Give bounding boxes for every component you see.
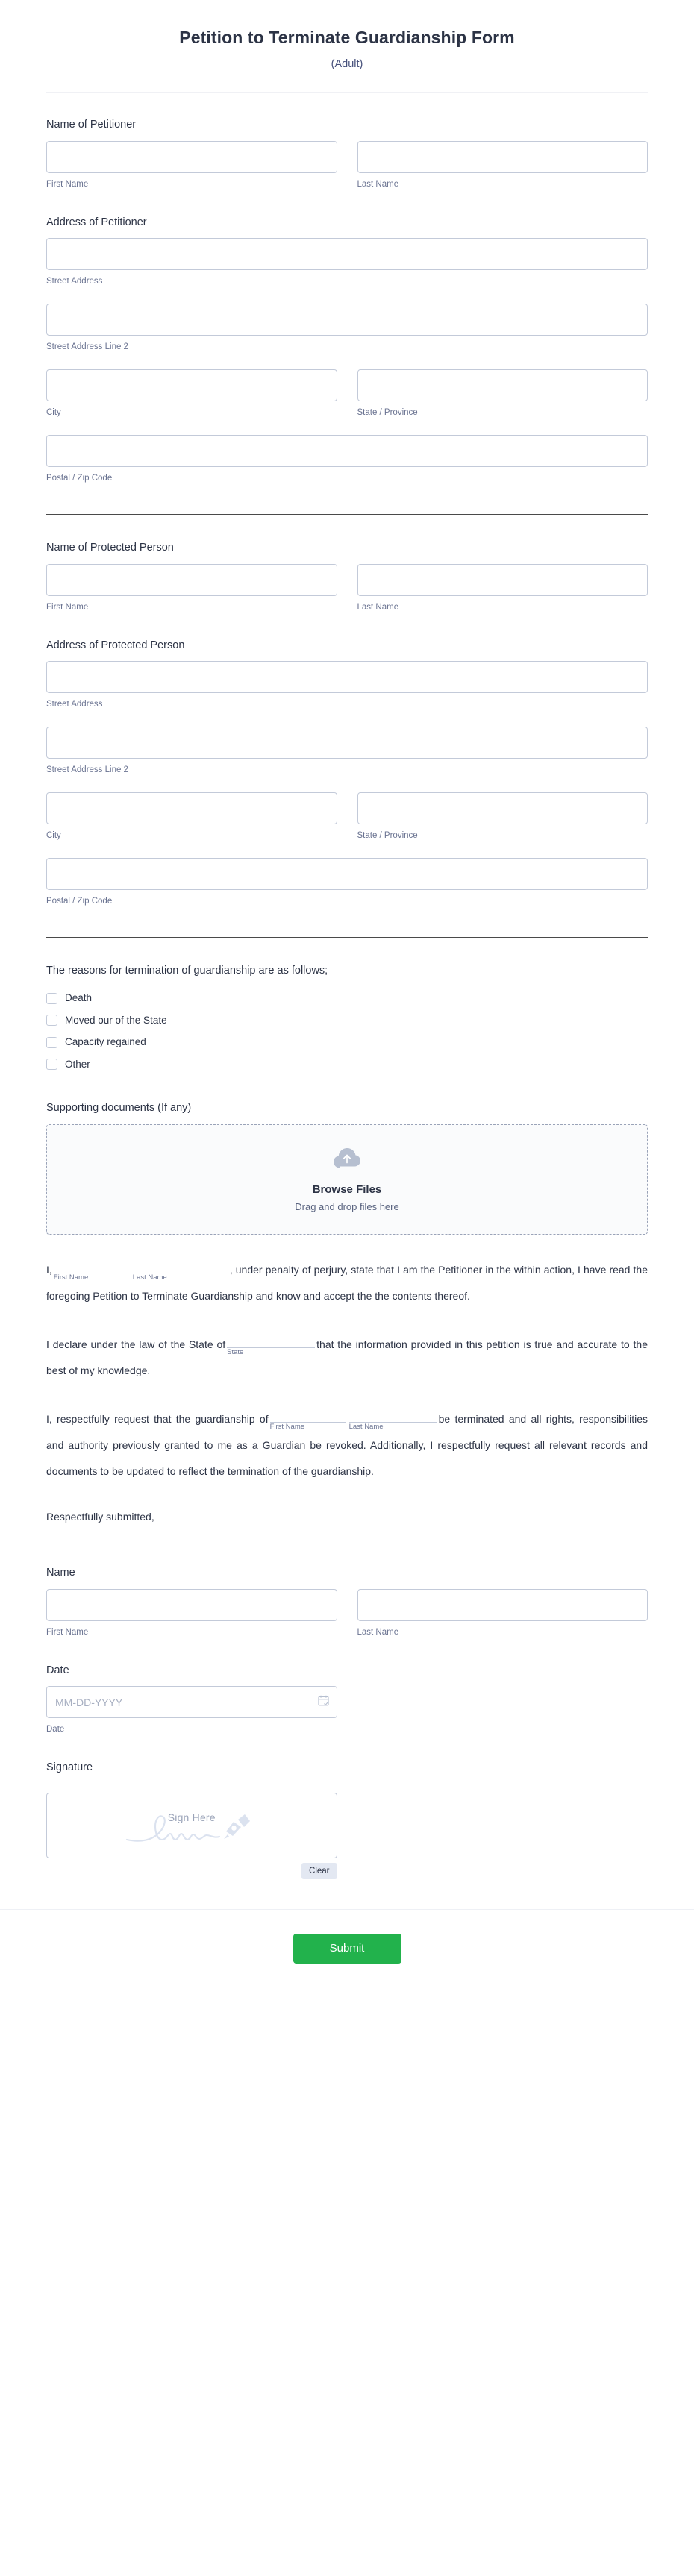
signer-last-name-sublabel: Last Name (357, 1627, 399, 1637)
declaration-p1-last-name-fill[interactable] (132, 1261, 228, 1282)
petitioner-postal-sublabel: Postal / Zip Code (46, 474, 113, 483)
petitioner-street2-input[interactable] (46, 304, 648, 336)
petitioner-address-label: Address of Petitioner (46, 216, 147, 228)
protected-postal-group (46, 858, 648, 907)
petitioner-last-name-group (357, 141, 648, 190)
page-subtitle: (Adult) (331, 57, 363, 70)
petitioner-first-name-input[interactable] (46, 141, 337, 173)
declaration-p1-last-name-caption: Last Name (132, 1273, 167, 1282)
petitioner-street2-group (46, 304, 648, 353)
declaration-paragraph-1 (46, 1257, 648, 1309)
form-body (0, 118, 694, 1879)
protected-postal-input[interactable] (46, 858, 648, 890)
reason-label-moved-out-of-state: Moved our of the State (65, 1014, 167, 1026)
protected-name-row (46, 564, 648, 613)
field-protected-address (46, 639, 648, 907)
reason-label-other: Other (65, 1059, 90, 1071)
signature-label: Signature (46, 1761, 93, 1774)
field-signature (46, 1761, 648, 1879)
browse-files-label[interactable]: Browse Files (312, 1183, 382, 1197)
signature-row (46, 1784, 648, 1879)
petitioner-name-row (46, 141, 648, 190)
protected-street-group (46, 661, 648, 710)
submit-row (0, 1910, 694, 2008)
petitioner-street2-sublabel: Street Address Line 2 (46, 342, 128, 352)
field-signer-name (46, 1566, 648, 1638)
date-label: Date (46, 1664, 69, 1676)
petitioner-last-name-input[interactable] (357, 141, 648, 173)
protected-last-name-sublabel: Last Name (357, 602, 399, 612)
reason-label-death: Death (65, 992, 93, 1004)
checkbox-capacity-regained[interactable] (46, 1037, 57, 1048)
date-input-wrapper (46, 1686, 337, 1718)
declaration-closing: Respectfully submitted, (46, 1511, 154, 1523)
clear-signature-button[interactable]: Clear (301, 1863, 337, 1879)
checkbox-moved-out-of-state[interactable] (46, 1015, 57, 1026)
date-spacer (357, 1686, 648, 1735)
protected-street2-input[interactable] (46, 727, 648, 759)
protected-last-name-input[interactable] (357, 564, 648, 596)
declaration-p2-state-caption: State (227, 1348, 244, 1357)
signature-clear-row (46, 1863, 337, 1879)
signer-first-name-group (46, 1589, 337, 1638)
signer-last-name-input[interactable] (357, 1589, 648, 1621)
protected-city-input[interactable] (46, 792, 337, 824)
cloud-upload-icon (333, 1147, 361, 1173)
signature-placeholder-art (47, 1793, 337, 1858)
signer-name-row (46, 1589, 648, 1638)
declaration-p3-last-name-caption: Last Name (348, 1423, 384, 1432)
petitioner-state-group (357, 369, 648, 419)
signer-name-label: Name (46, 1567, 75, 1579)
supporting-documents-label: Supporting documents (If any) (46, 1101, 192, 1114)
submit-button[interactable]: Submit (293, 1934, 401, 1964)
protected-first-name-group (46, 564, 337, 613)
declaration-paragraph-3 (46, 1406, 648, 1485)
file-dropzone[interactable] (46, 1124, 648, 1235)
protected-city-sublabel: City (46, 830, 61, 840)
section-divider-1 (46, 514, 648, 515)
declaration-p1-first-name-caption: First Name (53, 1273, 89, 1282)
reason-label-capacity-regained: Capacity regained (65, 1036, 146, 1048)
protected-first-name-sublabel: First Name (46, 602, 89, 612)
protected-state-sublabel: State / Province (357, 830, 418, 840)
reason-option-moved-out-of-state[interactable] (46, 1009, 648, 1032)
sign-here-text: Sign Here (167, 1811, 216, 1823)
signature-pad[interactable] (46, 1793, 337, 1858)
form-header (0, 27, 694, 72)
petitioner-postal-group (46, 435, 648, 484)
declaration-p3-prefix: I, respectfully request that the guardianship of (46, 1413, 269, 1426)
date-input[interactable] (46, 1686, 337, 1718)
field-petitioner-address (46, 216, 648, 484)
petitioner-street-group (46, 238, 648, 287)
reason-option-death[interactable] (46, 987, 648, 1009)
declaration-p3-last-name-fill[interactable] (348, 1410, 437, 1432)
petitioner-state-input[interactable] (357, 369, 648, 401)
petitioner-first-name-sublabel: First Name (46, 179, 89, 189)
page-title: Petition to Terminate Guardianship Form (179, 28, 515, 47)
signature-spacer (357, 1784, 648, 1879)
field-termination-reasons (46, 964, 648, 1076)
declaration-p2-prefix: I declare under the law of the State of (46, 1338, 226, 1351)
field-date (46, 1664, 648, 1736)
signer-first-name-input[interactable] (46, 1589, 337, 1621)
petitioner-last-name-sublabel: Last Name (357, 179, 399, 189)
reason-option-capacity-regained[interactable] (46, 1031, 648, 1053)
declaration-p2-state-fill[interactable] (227, 1335, 315, 1357)
protected-street2-group (46, 727, 648, 776)
declaration-p1-body: , under penalty of perjury, state that I am the Petitioner in the within action, I have read the foregoing Petition to Terminate Guardianship and know and accept the the contents thereof. (46, 1264, 648, 1303)
declaration-paragraph-2 (46, 1332, 648, 1384)
protected-postal-sublabel: Postal / Zip Code (46, 896, 113, 906)
checkbox-death[interactable] (46, 993, 57, 1004)
section-divider-2 (46, 937, 648, 938)
petitioner-first-name-group (46, 141, 337, 190)
petitioner-street-input[interactable] (46, 238, 648, 270)
reasons-checkbox-list (46, 987, 648, 1075)
pen-nib-icon (224, 1814, 250, 1839)
field-petitioner-name (46, 118, 648, 190)
protected-first-name-input[interactable] (46, 564, 337, 596)
field-supporting-documents (46, 1101, 648, 1235)
declaration-p1-prefix: I, (46, 1264, 52, 1276)
declaration-p2-body: that the information provided in this petition is true and accurate to the best of my knowledge. (46, 1338, 648, 1377)
reason-option-other[interactable] (46, 1053, 648, 1076)
declaration-p3-first-name-fill[interactable] (269, 1410, 346, 1432)
signer-last-name-group (357, 1589, 648, 1638)
reasons-label: The reasons for termination of guardianship are as follows; (46, 964, 328, 977)
petitioner-city-group (46, 369, 337, 419)
petitioner-state-sublabel: State / Province (357, 408, 418, 418)
petitioner-street-sublabel: Street Address (46, 277, 103, 286)
signature-group (46, 1784, 337, 1879)
declaration-p1-first-name-fill[interactable] (53, 1261, 130, 1282)
signer-first-name-sublabel: First Name (46, 1627, 89, 1637)
declaration-p3-first-name-caption: First Name (269, 1423, 305, 1432)
protected-name-label: Name of Protected Person (46, 542, 174, 554)
petitioner-postal-input[interactable] (46, 435, 648, 467)
petitioner-city-input[interactable] (46, 369, 337, 401)
protected-city-group (46, 792, 337, 842)
header-divider (46, 92, 648, 93)
petitioner-name-label: Name of Petitioner (46, 119, 137, 131)
declaration-p3-body: be terminated and all rights, responsibilities and authority previously granted to me as a Guardian be revoked. Additionally, I respectfully request all relevant records and documents to be updated to reflect the termination of the guardianship. (46, 1413, 648, 1478)
field-protected-name (46, 541, 648, 613)
protected-city-state-row (46, 792, 648, 842)
protected-address-label: Address of Protected Person (46, 639, 185, 651)
protected-last-name-group (357, 564, 648, 613)
date-group (46, 1686, 337, 1735)
date-sublabel: Date (46, 1725, 65, 1734)
protected-state-group (357, 792, 648, 842)
petitioner-city-sublabel: City (46, 408, 61, 418)
protected-street-sublabel: Street Address (46, 700, 103, 709)
checkbox-other[interactable] (46, 1059, 57, 1070)
protected-street2-sublabel: Street Address Line 2 (46, 765, 128, 774)
protected-street-input[interactable] (46, 661, 648, 693)
drag-drop-hint: Drag and drop files here (295, 1201, 399, 1213)
protected-state-input[interactable] (357, 792, 648, 824)
date-row (46, 1686, 648, 1735)
petitioner-city-state-row (46, 369, 648, 419)
